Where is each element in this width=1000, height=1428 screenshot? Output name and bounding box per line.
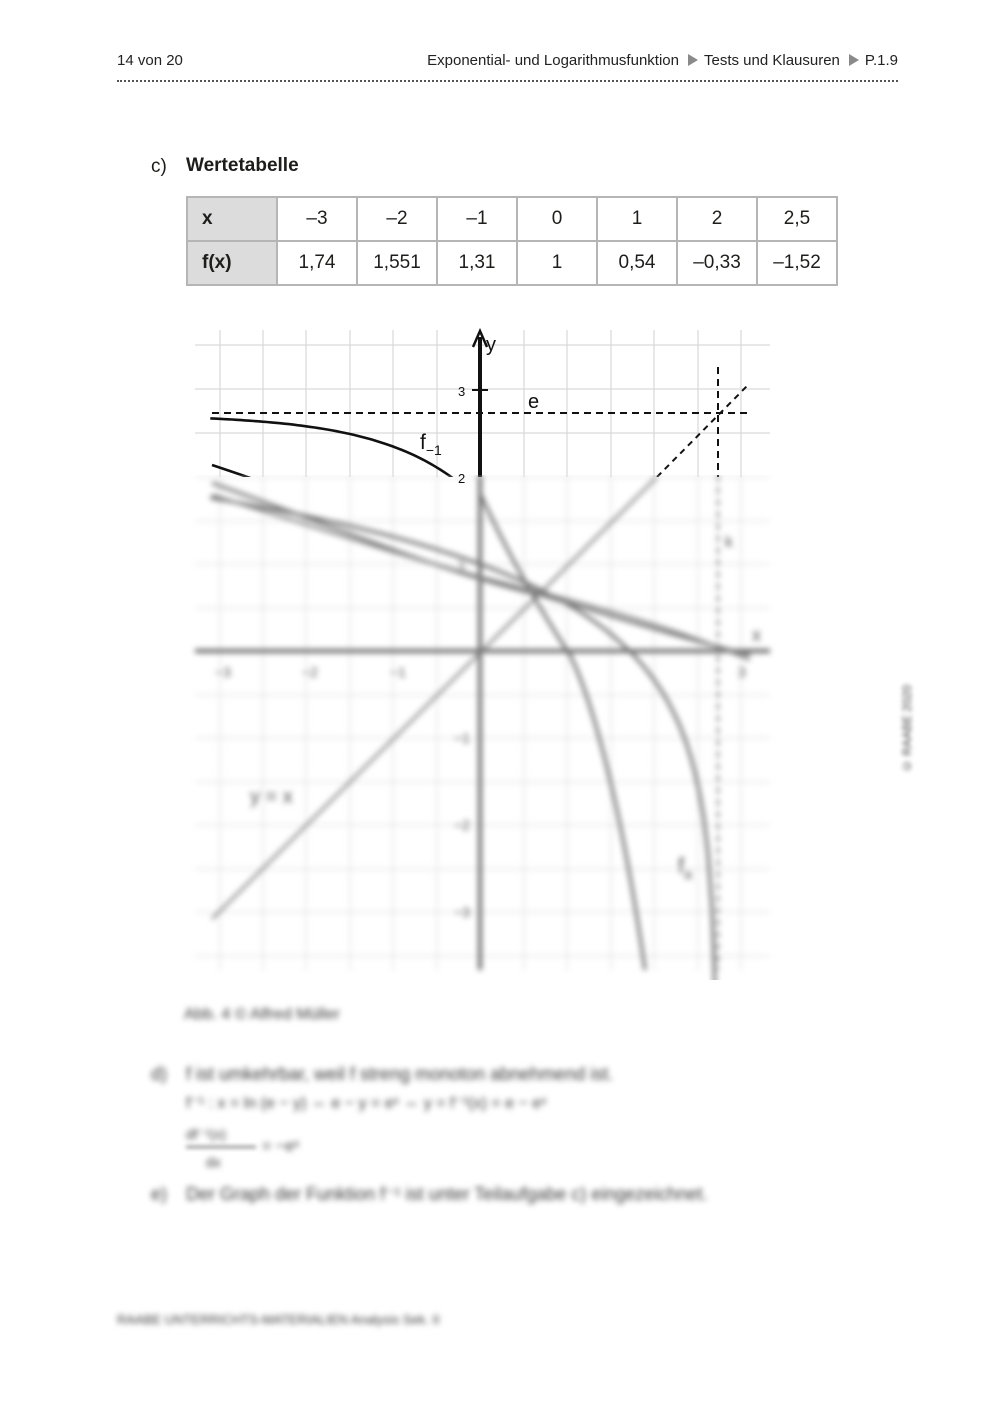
tick-label-x-m1: −1 [390, 664, 406, 680]
identity-line [212, 477, 657, 919]
triangle-right-icon [849, 54, 859, 66]
task-title: Wertetabelle [186, 155, 299, 176]
part-e-line: Der Graph der Funktion f⁻¹ ist unter Teilaufgabe c) eingezeichnet. [186, 1184, 708, 1204]
tick-label-y-m3: −3 [454, 904, 470, 920]
part-d-fraction-numerator: df⁻¹(x) [186, 1126, 227, 1142]
graph-sharp-region [195, 330, 770, 493]
breadcrumb [427, 52, 898, 69]
table-cell: –1,52 [757, 241, 837, 285]
part-d-line2: f⁻¹ : x = ln (e − y) ⇔ e − y = eˣ ⇔ y = f⁻¹(x) = e − eˣ [186, 1095, 547, 1112]
header-divider [117, 80, 898, 82]
label-f-sub: a [684, 866, 692, 882]
breadcrumb-item-section: Tests und Klausuren [703, 52, 840, 69]
tick-label-y-3: 3 [458, 384, 466, 399]
row-label-x: x [187, 197, 277, 241]
table-cell: –1 [437, 197, 517, 241]
label-e: e [528, 391, 540, 413]
table-cell: 1,551 [357, 241, 437, 285]
side-copyright: © RAABE 2020 [900, 685, 914, 774]
label-f [678, 853, 692, 882]
page-header [117, 48, 898, 74]
part-d-letter: d) [151, 1064, 168, 1084]
table-row-x [187, 197, 837, 241]
page-footer: RAABE UNTERRICHTS-MATERIALIEN Analysis Sek. II [117, 1312, 440, 1327]
tick-label-x-m2: −2 [302, 664, 318, 680]
tick-label-y-m2: −2 [454, 817, 470, 833]
page-number: 14 von 20 [117, 52, 183, 69]
grid-lines-lower [195, 475, 770, 970]
grid-lines [195, 330, 770, 477]
table-cell: –0,33 [677, 241, 757, 285]
function-graph [190, 325, 780, 980]
table-cell: –2 [357, 197, 437, 241]
table-cell: 2 [677, 197, 757, 241]
part-d-fraction-denominator: dx [206, 1154, 221, 1170]
label-finv-f: f [420, 431, 426, 454]
fraction-bar [186, 1146, 256, 1148]
label-y-equals-x: y = x [250, 786, 293, 808]
tick-label-y-2: 2 [458, 471, 466, 486]
triangle-right-icon [688, 54, 698, 66]
table-cell: 0,54 [597, 241, 677, 285]
label-finv-sub: −1 [425, 442, 442, 458]
part-d-fraction-rhs: = −eˣ [262, 1138, 300, 1155]
label-f-main: f [678, 853, 685, 878]
part-e-letter: e) [151, 1184, 168, 1204]
table-cell: –3 [277, 197, 357, 241]
row-label-fx: f(x) [187, 241, 277, 285]
label-inverse-f [420, 431, 442, 458]
figure-caption: Abb. 4 © Alfred Müller [184, 1006, 340, 1023]
reflection-line-dashed [657, 385, 748, 477]
table-cell: 0 [517, 197, 597, 241]
table-cell: 1 [597, 197, 677, 241]
table-cell: 1,74 [277, 241, 357, 285]
tick-label-x-3: 3 [738, 664, 746, 680]
tick-label-x-m3: −3 [215, 664, 231, 680]
graph-blurred-region [195, 475, 770, 980]
table-row-fx [187, 241, 837, 285]
part-d-line1: f ist umkehrbar, weil f streng monoton abnehmend ist. [186, 1064, 614, 1084]
label-k: k [725, 534, 733, 551]
breadcrumb-item-topic: Exponential- und Logarithmusfunktion [427, 52, 679, 69]
table-cell: 1 [517, 241, 597, 285]
value-table [186, 196, 838, 286]
axis-y-label: y [486, 334, 496, 356]
table-cell: 2,5 [757, 197, 837, 241]
tick-label-y-1: 1 [458, 557, 466, 573]
task-letter: c) [151, 156, 167, 177]
breadcrumb-item-code: P.1.9 [864, 52, 898, 69]
axis-x-label: x [752, 625, 761, 645]
table-cell: 1,31 [437, 241, 517, 285]
tick-label-y-m1: −1 [454, 730, 470, 746]
